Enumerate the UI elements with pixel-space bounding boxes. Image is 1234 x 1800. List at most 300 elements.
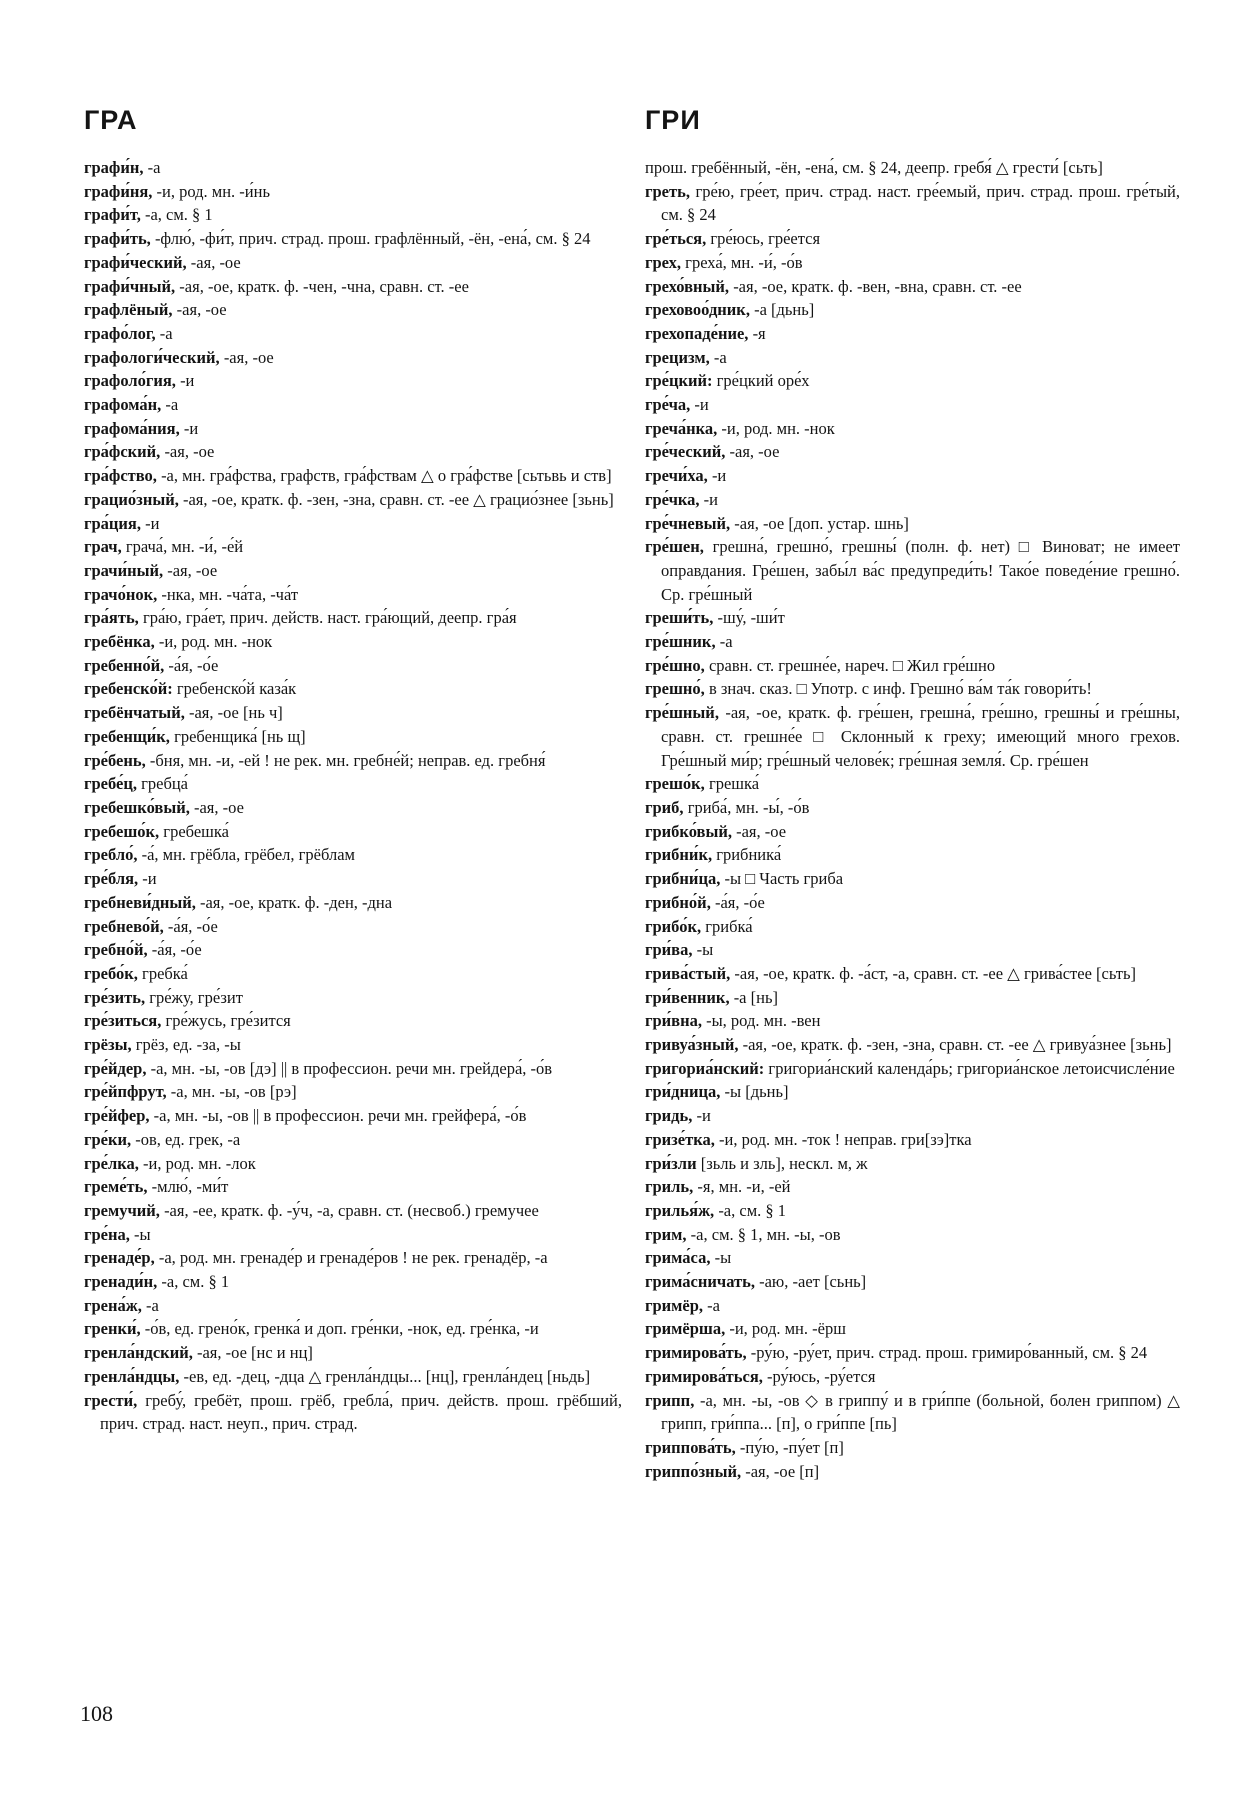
entry-definition: -а: [155, 323, 173, 343]
entry-definition: гребешка́: [159, 821, 229, 841]
dictionary-entry: [645, 962, 1180, 986]
entry-headword: грибно́й,: [645, 892, 711, 912]
dictionary-entry: [645, 915, 1180, 939]
entry-definition: -пу́ю, -пу́ет [п]: [735, 1437, 844, 1457]
entry-definition: -ая, -ое [нь ч]: [184, 703, 283, 723]
dictionary-entry: [84, 1080, 622, 1104]
entry-headword: грипп,: [645, 1390, 695, 1410]
entry-definition: -а: [703, 1295, 720, 1315]
entry-definition: -нка, мн. -ча́та, -ча́т: [157, 584, 299, 604]
dictionary-entry: [645, 488, 1180, 512]
entry-headword: гре́шно,: [645, 655, 705, 675]
entry-headword: гренаде́р,: [84, 1248, 155, 1268]
entry-definition: -и, род. мн. -и́нь: [152, 181, 270, 201]
dictionary-entry: [84, 203, 622, 227]
entry-definition: -ру́ю, -ру́ет, прич. страд. прош. гримиро́ванный, см. § 24: [746, 1343, 1148, 1363]
entry-definition: -ая, -ее, кратк. ф. -у́ч, -а, сравн. ст. (несвоб.) гремучее: [159, 1200, 539, 1220]
entry-definition: грёз, ед. -за, -ы: [131, 1035, 241, 1055]
entry-headword: грецизм,: [645, 347, 710, 367]
entry-definition: -а, мн. гра́фства, графств, гра́фствам △ о гра́фстве [сьтьвь и ств]: [156, 466, 612, 486]
dictionary-entry: [84, 654, 622, 678]
entry-definition: -шу́, -ши́т: [713, 608, 785, 628]
entry-headword: гра́фский,: [84, 442, 161, 462]
entry-definition: грешна́, грешно́, грешны́ (полн. ф. нет) □ Виноват; не имеет оправдания. Гре́шен, забы́л ва́с предупреди́ть! Тако́е поведе́ние грешно́. Ср. гре́шный: [661, 537, 1180, 604]
dictionary-entry: [84, 1057, 622, 1081]
entry-definition: -и: [699, 489, 718, 509]
entry-headword: грена́ж,: [84, 1295, 142, 1315]
dictionary-entry: [645, 820, 1180, 844]
entry-definition: -а, мн. -ы, -ов || в профессион. речи мн. грейфера́, -о́в: [149, 1106, 527, 1126]
dictionary-entry: [645, 1175, 1180, 1199]
dictionary-entry: [84, 1389, 622, 1436]
dictionary-entry: [645, 1389, 1180, 1436]
entry-definition: гре́жусь, гре́зится: [161, 1011, 291, 1031]
dictionary-entry: [645, 867, 1180, 891]
dictionary-entry: [84, 156, 622, 180]
dictionary-entry: [84, 891, 622, 915]
entry-headword: гребешко́вый,: [84, 797, 190, 817]
dictionary-entry: [84, 986, 622, 1010]
dictionary-entry: [84, 1294, 622, 1318]
entry-definition: -ая, -ое: [731, 821, 787, 841]
dictionary-entry: [645, 654, 1180, 678]
entry-headword: григориа́нский:: [645, 1058, 765, 1078]
dictionary-entry: [645, 1199, 1180, 1223]
dictionary-entry: [84, 559, 622, 583]
entry-definition: прош. гребённый, -ён, -ена́, см. § 24, деепр. гребя́ △ грести́ [сьть]: [645, 158, 1103, 177]
entry-definition: -и: [690, 395, 709, 415]
dictionary-entry: [84, 180, 622, 204]
entry-headword: гре́зиться,: [84, 1011, 162, 1031]
entry-definition: гриба́, мн. -ы́, -о́в: [683, 797, 810, 817]
entry-definition: -а: [161, 395, 179, 415]
dictionary-entry: [645, 1152, 1180, 1176]
dictionary-entry: [84, 393, 622, 417]
entry-definition: -ру́юсь, -ру́ется: [762, 1366, 876, 1386]
entry-headword: гребенщи́к,: [84, 726, 170, 746]
entry-definition: -и, род. мн. -лок: [138, 1153, 256, 1173]
dictionary-entry: [645, 606, 1180, 630]
entry-headword: графи́ня,: [84, 181, 153, 201]
entry-definition: григориа́нский календа́рь; григориа́нское летоисчисле́ние: [764, 1058, 1175, 1078]
entry-headword: графоло́гия,: [84, 371, 176, 391]
entry-definition: -а: [143, 158, 161, 177]
entry-definition: гра́ю, гра́ет, прич. действ. наст. гра́ющий, деепр. гра́я: [138, 608, 517, 628]
entry-headword: гри́вна,: [645, 1011, 702, 1031]
entry-headword: гре́йдер,: [84, 1058, 147, 1078]
entry-headword: грешо́к,: [645, 774, 705, 794]
entry-definition: -и: [141, 513, 160, 533]
entry-definition: -и: [707, 466, 727, 486]
dictionary-entry: [84, 962, 622, 986]
entry-headword: гремучий,: [84, 1200, 160, 1220]
entry-headword: гриб,: [645, 797, 684, 817]
entry-definition: -а́я, -о́е: [164, 655, 219, 675]
entry-definition: гре́жу, гре́зит: [145, 987, 243, 1007]
dictionary-entry: [84, 1009, 622, 1033]
dictionary-entry: [645, 227, 1180, 251]
dictionary-entry: [645, 843, 1180, 867]
entry-definition: -флю́, -фи́т, прич. страд. прош. графлённый, -ён, -ена́, см. § 24: [150, 229, 591, 249]
entry-headword: графи́ть,: [84, 229, 151, 249]
entry-headword: гри́венник,: [645, 987, 730, 1007]
entry-definition: грибка́: [701, 916, 753, 936]
entry-definition: -ая, -ое: [189, 797, 244, 817]
dictionary-entry: [645, 630, 1180, 654]
dictionary-entry: [645, 1270, 1180, 1294]
dictionary-entry: [645, 1460, 1180, 1484]
right-column: [645, 100, 1180, 1483]
entry-headword: грести́,: [84, 1390, 138, 1410]
entry-definition: гре́ю, гре́ет, прич. страд. наст. гре́емый, прич. страд. прош. гре́тый, см. § 24: [661, 181, 1180, 225]
dictionary-entry: [84, 677, 622, 701]
dictionary-entry: [645, 346, 1180, 370]
dictionary-entry: [645, 393, 1180, 417]
entry-headword: гре́бля,: [84, 869, 139, 889]
entry-headword: гребенско́й:: [84, 679, 173, 699]
entry-definition: -а́я, -о́е: [147, 940, 202, 960]
entry-definition: гре́цкий оре́х: [712, 371, 810, 391]
entry-headword: гребёнчатый,: [84, 703, 185, 723]
entry-definition: -ы □ Часть гриба: [720, 869, 844, 889]
entry-definition: грача́, мн. -и́, -е́й: [121, 537, 244, 557]
dictionary-entry: [84, 440, 622, 464]
entry-definition: -ая, -ое [нс и нц]: [192, 1343, 313, 1363]
dictionary-entry: [645, 1080, 1180, 1104]
dictionary-entry: [84, 535, 622, 559]
entry-definition: -о́в, ед. грено́к, гренка́ и доп. гре́нки, -нок, ед. гре́нка, -и: [140, 1319, 539, 1339]
dictionary-entry: [84, 1270, 622, 1294]
entry-definition: -и: [138, 869, 157, 889]
entry-definition: -а, см. § 1, мн. -ы, -ов: [686, 1224, 841, 1244]
dictionary-entry: [84, 867, 622, 891]
entry-definition: -ая, -ое, кратк. ф. -а́ст, -а, сравн. ст. -ее △ грива́стее [сьть]: [730, 963, 1136, 983]
entry-headword: гре́лка,: [84, 1153, 139, 1173]
dictionary-entry: [645, 535, 1180, 606]
entry-headword: грацио́зный,: [84, 489, 179, 509]
dictionary-entry: [645, 369, 1180, 393]
entry-headword: графлёный,: [84, 300, 173, 320]
dictionary-entry: [645, 298, 1180, 322]
left-column-header: ГРА: [84, 105, 138, 135]
entry-definition: -ая, -ое: [172, 300, 227, 320]
entry-headword: грехо́вный,: [645, 276, 730, 296]
entry-headword: гре́ча,: [645, 395, 691, 415]
entry-definition: грешка́: [704, 774, 760, 794]
entry-definition: -а: [715, 632, 733, 652]
dictionary-entry: [84, 298, 622, 322]
entry-headword: гренади́н,: [84, 1272, 158, 1292]
entry-headword: гримирова́ть,: [645, 1343, 747, 1363]
dictionary-entry: [84, 820, 622, 844]
dictionary-entry: [84, 772, 622, 796]
dictionary-entry: [84, 1152, 622, 1176]
entry-headword: графома́н,: [84, 395, 162, 415]
entry-headword: грибни́к,: [645, 845, 713, 865]
entry-headword: гри́дница,: [645, 1082, 721, 1102]
entry-headword: грибни́ца,: [645, 869, 721, 889]
entry-definition: греха́, мн. -и́, -о́в: [681, 252, 803, 272]
entry-definition: гребенщика́ [нь щ]: [169, 726, 306, 746]
entry-headword: гримирова́ться,: [645, 1366, 763, 1386]
dictionary-entry: [645, 891, 1180, 915]
dictionary-entry: [84, 322, 622, 346]
dictionary-entry: [84, 346, 622, 370]
entry-headword: гре́ться,: [645, 229, 707, 249]
entry-headword: гриль,: [645, 1177, 694, 1197]
dictionary-entry: [84, 417, 622, 441]
dictionary-entry: [84, 1365, 622, 1389]
dictionary-entry: [645, 1033, 1180, 1057]
entry-definition: -ая, -ое: [160, 442, 215, 462]
entry-definition: гребу́, гребёт, прош. грёб, гребла́, прич. действ. прош. грёбший, прич. страд. наст. неуп., прич. страд.: [100, 1390, 622, 1434]
entry-headword: графи́ческий,: [84, 252, 187, 272]
entry-headword: грачо́нок,: [84, 584, 158, 604]
entry-headword: гребёнка,: [84, 632, 155, 652]
dictionary-entry: [645, 938, 1180, 962]
entry-definition: -ая, -ое [п]: [741, 1461, 820, 1481]
dictionary-entry: [84, 606, 622, 630]
dictionary-entry: [645, 1341, 1180, 1365]
dictionary-entry: [84, 725, 622, 749]
entry-headword: гребно́й,: [84, 940, 148, 960]
entry-definition: -млю́, -ми́т: [147, 1177, 229, 1197]
dictionary-entry: [645, 275, 1180, 299]
dictionary-entry: [645, 464, 1180, 488]
entry-headword: гребешо́к,: [84, 821, 160, 841]
entry-headword: гри́ва,: [645, 940, 693, 960]
dictionary-entry: [84, 251, 622, 275]
entry-headword: гре́йпфрут,: [84, 1082, 167, 1102]
dictionary-entry: [84, 749, 622, 773]
entry-definition: -а, мн. -ы, -ов ◇ в гриппу́ и в гри́ппе (больной, болен гриппом) △ грипп, гри́ппа... [п], о гри́ппе [пь]: [661, 1390, 1180, 1434]
entry-definition: -и, род. мн. -ёрш: [725, 1319, 846, 1339]
dictionary-entry: [84, 843, 622, 867]
entry-definition: -ая, -ое: [163, 560, 218, 580]
entry-definition: -а, см. § 1: [714, 1200, 787, 1220]
entry-headword: гренки́,: [84, 1319, 141, 1339]
dictionary-entry: [645, 772, 1180, 796]
page-number: 108: [80, 1701, 113, 1726]
entry-definition: -а, см. § 1: [140, 205, 213, 225]
dictionary-entry: [645, 1317, 1180, 1341]
dictionary-entry: [645, 1057, 1180, 1081]
dictionary-entry: [84, 369, 622, 393]
entry-definition: -ы, род. мн. -вен: [701, 1011, 821, 1031]
entry-headword: гридь,: [645, 1106, 693, 1126]
entry-definition: сравн. ст. грешне́е, нареч. □ Жил гре́шно: [704, 655, 996, 675]
dictionary-entry: [84, 227, 622, 251]
entry-definition: -ая, -ое, кратк. ф. -вен, -вна, сравн. ст. -ее: [729, 276, 1022, 296]
entry-definition: -ая, -ое, кратк. ф. -чен, -чна, сравн. ст. -ее: [175, 276, 469, 296]
entry-definition: -ы [дьнь]: [720, 1082, 789, 1102]
dictionary-entry: [84, 488, 622, 512]
entry-headword: гребе́ц,: [84, 774, 137, 794]
dictionary-entry: [84, 1033, 622, 1057]
dictionary-entry: [645, 796, 1180, 820]
entry-headword: гре́цкий:: [645, 371, 713, 391]
entry-headword: гриппо́зный,: [645, 1461, 742, 1481]
entry-headword: греховоо́дник,: [645, 300, 750, 320]
entry-definition: -а, мн. -ы, -ов [дэ] || в профессион. речи мн. грейдера́, -о́в: [146, 1058, 553, 1078]
entry-definition: -ов, ед. грек, -а: [131, 1129, 241, 1149]
entry-definition: -ы: [692, 940, 714, 960]
dictionary-entry: [84, 1199, 622, 1223]
entry-definition: -и: [175, 371, 195, 391]
dictionary-entry: [645, 1246, 1180, 1270]
entry-headword: гре́чка,: [645, 489, 700, 509]
entry-headword: графи́чный,: [84, 276, 176, 296]
dictionary-entry: [84, 512, 622, 536]
entry-definition: -я, мн. -и, -ей: [693, 1177, 791, 1197]
dictionary-entry: [645, 1009, 1180, 1033]
entry-definition: -и: [179, 418, 199, 438]
entry-headword: греме́ть,: [84, 1177, 148, 1197]
entry-headword: гренла́ндский,: [84, 1343, 193, 1363]
entry-headword: графи́н,: [84, 158, 144, 177]
entry-definition: -ая, -ое: [186, 252, 241, 272]
entry-definition: -а́, мн. грёбла, грёбел, грёблам: [137, 845, 355, 865]
entry-headword: гребневи́дный,: [84, 892, 196, 912]
entry-headword: гре́ческий,: [645, 442, 726, 462]
entry-definition: -а, см. § 1: [157, 1272, 230, 1292]
dictionary-entry: [645, 701, 1180, 772]
entry-definition: -а [нь]: [729, 987, 778, 1007]
dictionary-entry: [84, 583, 622, 607]
entry-headword: греши́ть,: [645, 608, 714, 628]
dictionary-entry: [645, 440, 1180, 464]
dictionary-entry: [84, 464, 622, 488]
left-column: [84, 100, 622, 1436]
entry-definition: -и, род. мн. -нок: [154, 632, 273, 652]
entry-headword: графо́лог,: [84, 323, 156, 343]
entry-definition: гребца́: [136, 774, 188, 794]
entry-headword: гра́ция,: [84, 513, 141, 533]
entry-definition: -ы: [710, 1248, 732, 1268]
dictionary-entry: [84, 1128, 622, 1152]
dictionary-entry: [645, 1223, 1180, 1247]
dictionary-entry: [84, 1246, 622, 1270]
entry-headword: гримёр,: [645, 1295, 704, 1315]
entry-headword: грач,: [84, 537, 122, 557]
entry-definition: -ая, -ое: [725, 442, 780, 462]
right-entry-list: [645, 156, 1180, 1483]
entry-headword: грибко́вый,: [645, 821, 732, 841]
entry-definition: -ая, -ое, кратк. ф. -зен, -зна, сравн. ст. -ее △ грацио́знее [зьнь]: [178, 489, 614, 509]
entry-definition: -аю, -ает [сьнь]: [754, 1272, 867, 1292]
dictionary-entry: [645, 180, 1180, 227]
entry-definition: в знач. сказ. □ Употр. с инф. Грешно́ ва́м та́к говори́ть!: [704, 679, 1092, 699]
dictionary-entry: [645, 1436, 1180, 1460]
entry-headword: графологи́ческий,: [84, 347, 220, 367]
entry-definition: -ая, -ое, кратк. ф. гре́шен, грешна́, гре́шно, грешны́ и гре́шны, сравн. ст. грешне́е □ Склонный к греху; имеющий много грехов. Гре́шный ми́р; гре́шный челове́к; гре́шная земля́. Ср. гре́шен: [661, 703, 1180, 770]
entry-headword: гребо́к,: [84, 963, 138, 983]
entry-headword: грима́са,: [645, 1248, 711, 1268]
entry-headword: гре́шник,: [645, 632, 716, 652]
entry-headword: гребнево́й,: [84, 916, 164, 936]
entry-definition: -и: [692, 1106, 711, 1126]
entry-headword: грачи́ный,: [84, 560, 164, 580]
entry-definition: гребка́: [137, 963, 188, 983]
entry-headword: гре́йфер,: [84, 1106, 150, 1126]
entry-definition: -ы: [129, 1224, 151, 1244]
entry-definition: -а: [141, 1295, 159, 1315]
entry-definition: -и, род. мн. -нок: [717, 418, 835, 438]
entry-headword: гре́на,: [84, 1224, 130, 1244]
entry-headword: грива́стый,: [645, 963, 731, 983]
entry-headword: гре́бень,: [84, 750, 146, 770]
entry-headword: гри́зли: [645, 1153, 697, 1173]
entry-headword: гренла́ндцы,: [84, 1366, 180, 1386]
dictionary-entry: [84, 915, 622, 939]
dictionary-entry: [645, 1128, 1180, 1152]
entry-headword: гречи́ха,: [645, 466, 708, 486]
entry-headword: греть,: [645, 181, 690, 201]
entry-definition: -ая, -ое, кратк. ф. -ден, -дна: [195, 892, 393, 912]
dictionary-entry: [84, 1341, 622, 1365]
dictionary-entry: [645, 251, 1180, 275]
entry-headword: гребло́,: [84, 845, 138, 865]
dictionary-entry: [645, 1294, 1180, 1318]
entry-headword: грибо́к,: [645, 916, 702, 936]
entry-definition: -а: [709, 347, 727, 367]
entry-headword: гра́фство,: [84, 466, 157, 486]
dictionary-entry: [84, 1317, 622, 1341]
entry-headword: гре́зить,: [84, 987, 146, 1007]
entry-headword: грилья́ж,: [645, 1200, 715, 1220]
dictionary-entry: [645, 322, 1180, 346]
entry-headword: гра́ять,: [84, 608, 139, 628]
dictionary-entry: [84, 1104, 622, 1128]
entry-definition: -а [дьнь]: [749, 300, 815, 320]
entry-definition: -а, род. мн. гренаде́р и гренаде́ров ! не рек. гренадёр, -а: [154, 1248, 548, 1268]
entry-headword: графома́ния,: [84, 418, 180, 438]
entry-headword: греча́нка,: [645, 418, 718, 438]
dictionary-entry: [84, 796, 622, 820]
entry-headword: гривуа́зный,: [645, 1035, 739, 1055]
entry-headword: грех,: [645, 252, 682, 272]
entry-definition: гре́юсь, гре́ется: [706, 229, 821, 249]
entry-definition: -ая, -ое [доп. устар. шнь]: [730, 513, 909, 533]
entry-definition: -а́я, -о́е: [163, 916, 218, 936]
entry-headword: гре́ки,: [84, 1129, 132, 1149]
dictionary-entry: [645, 1365, 1180, 1389]
entry-definition: -а́я, -о́е: [710, 892, 765, 912]
entry-definition: -и, род. мн. -ток ! неправ. гри[зэ]тка: [714, 1129, 972, 1149]
entry-headword: гризе́тка,: [645, 1129, 715, 1149]
right-column-header: ГРИ: [645, 105, 701, 135]
dictionary-entry: [84, 938, 622, 962]
entry-definition: -ев, ед. -дец, -дца △ гренла́ндцы... [нц], гренла́ндец [ньдь]: [179, 1366, 591, 1386]
dictionary-entry: [645, 156, 1180, 180]
dictionary-entry: [645, 512, 1180, 536]
entry-definition: -бня, мн. -и, -ей ! не рек. мн. гребне́й; неправ. ед. гребня́: [145, 750, 546, 770]
entry-headword: грешно́,: [645, 679, 705, 699]
left-entry-list: [84, 156, 622, 1436]
entry-headword: гре́шен,: [645, 537, 704, 557]
entry-definition: гребенско́й каза́к: [172, 679, 297, 699]
dictionary-entry: [84, 1175, 622, 1199]
entry-headword: грехопаде́ние,: [645, 323, 749, 343]
dictionary-entry: [645, 677, 1180, 701]
entry-headword: гримёрша,: [645, 1319, 726, 1339]
dictionary-entry: [84, 630, 622, 654]
dictionary-entry: [84, 701, 622, 725]
entry-headword: грим,: [645, 1224, 687, 1244]
entry-headword: грёзы,: [84, 1035, 132, 1055]
dictionary-entry: [645, 986, 1180, 1010]
entry-definition: -а, мн. -ы, -ов [рэ]: [166, 1082, 297, 1102]
